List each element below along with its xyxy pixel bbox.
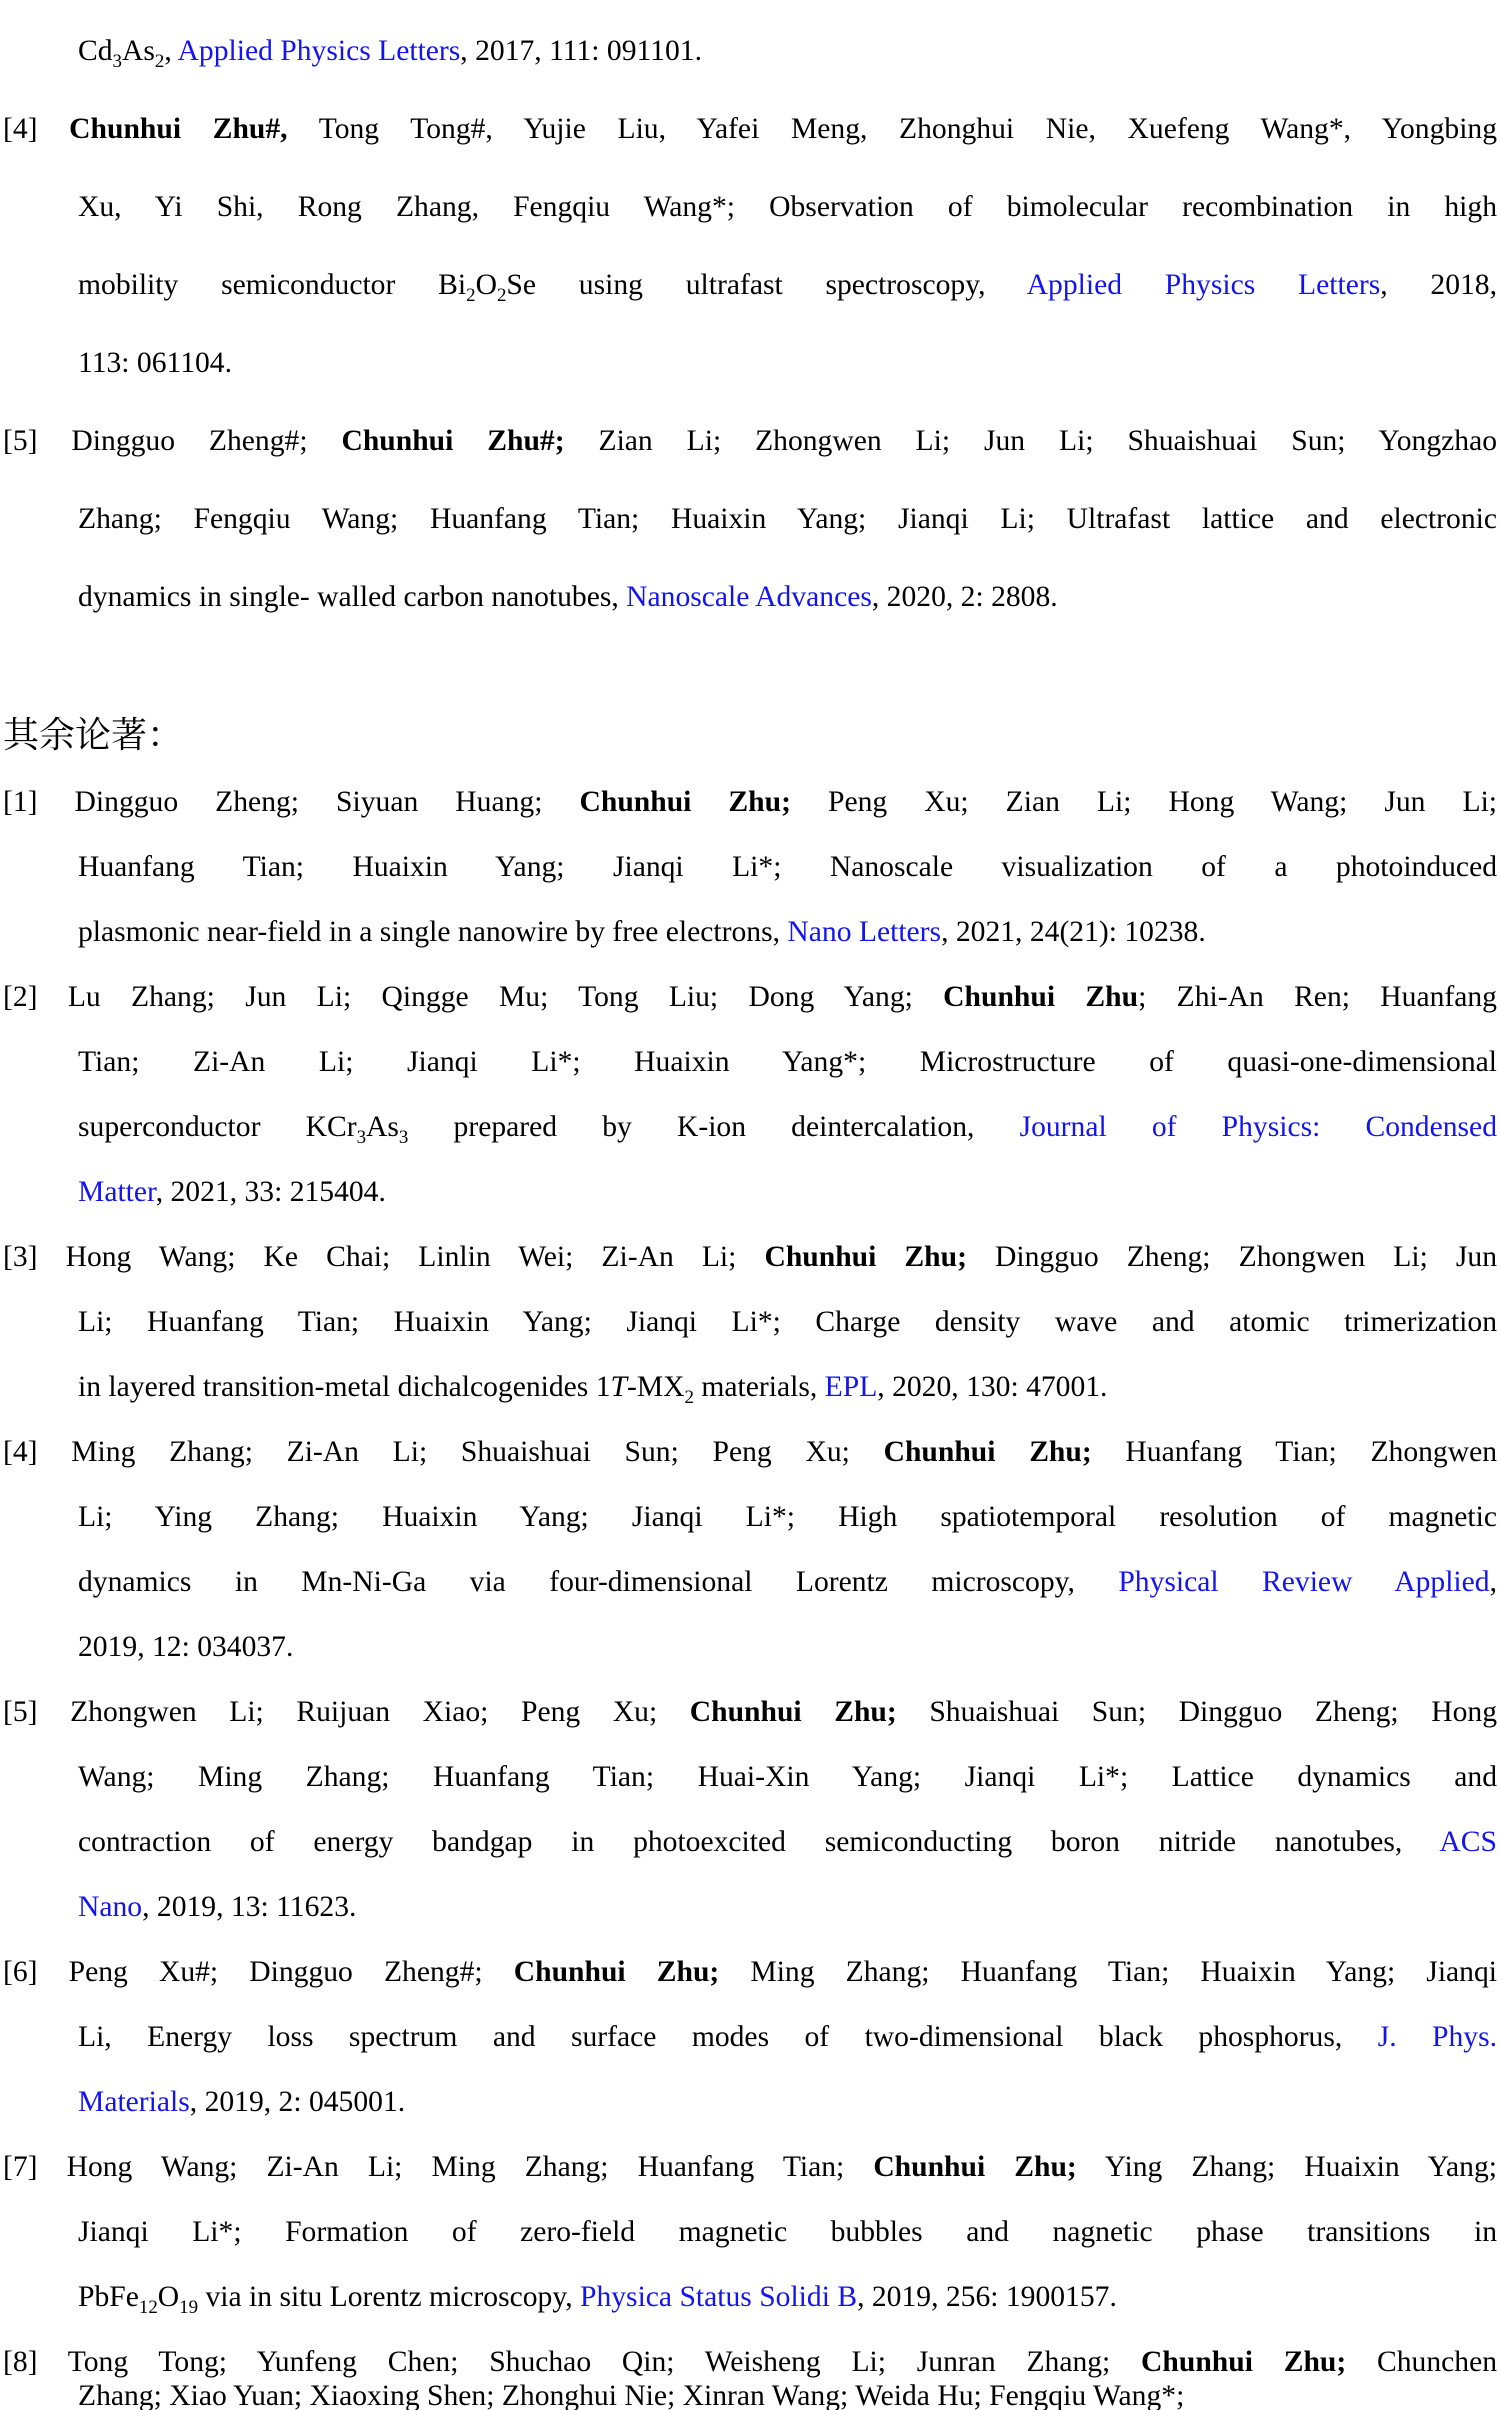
text-segment: [3] Hong Wang; Ke Chai; Linlin Wei; Zi-An Li; bbox=[3, 1241, 765, 1273]
reference-line bbox=[0, 324, 1500, 402]
reference-item bbox=[0, 1940, 1500, 2135]
journal-link[interactable]: Nanoscale Advances bbox=[626, 581, 872, 613]
author-highlight: Chunhui Zhu#; bbox=[341, 425, 565, 457]
reference-line bbox=[0, 1095, 1500, 1160]
reference-line bbox=[0, 1030, 1500, 1095]
subscript-text: 3 bbox=[398, 1126, 409, 1148]
text-segment: , bbox=[164, 35, 178, 67]
subscript-text: 19 bbox=[179, 2296, 199, 2318]
text-segment: Xu, Yi Shi, Rong Zhang, Fengqiu Wang*; Observation of bimolecular recombination in high bbox=[78, 191, 1497, 223]
subscript-text: 3 bbox=[112, 50, 123, 72]
reference-line bbox=[0, 1615, 1500, 1680]
text-segment: prepared by K-ion deintercalation, bbox=[408, 1111, 1020, 1143]
publication-section-other bbox=[0, 700, 1500, 2410]
text-segment: , 2017, 111: 091101. bbox=[460, 35, 702, 67]
text-segment: 113: 061104. bbox=[78, 347, 232, 379]
italic-text: T bbox=[610, 1371, 627, 1403]
text-segment: , 2021, 24(21): 10238. bbox=[941, 916, 1206, 948]
journal-link[interactable]: Physica Status Solidi B bbox=[580, 2281, 858, 2313]
journal-link[interactable]: ACS bbox=[1439, 1826, 1497, 1858]
text-segment: [8] Tong Tong; Yunfeng Chen; Shuchao Qin; Weisheng Li; Junran Zhang; bbox=[3, 2346, 1142, 2378]
reference-line bbox=[0, 558, 1500, 636]
journal-link[interactable]: Journal of Physics: Condensed bbox=[1019, 1111, 1497, 1143]
text-segment: Chunchen bbox=[1346, 2346, 1498, 2378]
author-highlight: Chunhui Zhu; bbox=[873, 2151, 1077, 2183]
reference-line bbox=[0, 12, 1500, 90]
text-segment: 2019, 12: 034037. bbox=[78, 1631, 294, 1663]
text-segment: Se using ultrafast spectroscopy, bbox=[506, 269, 1027, 301]
reference-line bbox=[0, 1875, 1500, 1940]
text-segment: Zian Li; Zhongwen Li; Jun Li; Shuaishuai Sun; Yongzhao bbox=[564, 425, 1498, 457]
journal-link[interactable]: Applied Physics Letters bbox=[1026, 269, 1381, 301]
reference-item bbox=[0, 402, 1500, 636]
subscript-text: 2 bbox=[466, 284, 476, 306]
reference-line bbox=[0, 1160, 1500, 1225]
text-segment: dynamics in single- walled carbon nanotubes, bbox=[78, 581, 627, 613]
text-segment: [5] Dingguo Zheng#; bbox=[3, 425, 342, 457]
text-segment: plasmonic near-field in a single nanowire by free electrons, bbox=[78, 916, 788, 948]
text-segment: -MX bbox=[626, 1371, 685, 1403]
reference-line bbox=[0, 168, 1500, 246]
text-segment: , 2019, 13: 11623. bbox=[142, 1891, 357, 1923]
subscript-text: 3 bbox=[356, 1126, 367, 1148]
text-segment: dynamics in Mn-Ni-Ga via four-dimensional Lorentz microscopy, bbox=[78, 1566, 1119, 1598]
text-segment: O bbox=[157, 2281, 180, 2313]
author-highlight: Chunhui Zhu#, bbox=[69, 113, 288, 145]
reference-line bbox=[0, 1420, 1500, 1485]
text-segment: , 2019, 2: 045001. bbox=[189, 2086, 406, 2118]
author-highlight: Chunhui Zhu; bbox=[1141, 2346, 1347, 2378]
subscript-text: 2 bbox=[496, 284, 507, 306]
reference-line bbox=[0, 900, 1500, 965]
publication-section-primary bbox=[0, 12, 1500, 636]
journal-link[interactable]: Applied Physics Letters bbox=[177, 35, 461, 67]
journal-link[interactable]: Nano bbox=[78, 1891, 143, 1923]
text-segment: , 2019, 256: 1900157. bbox=[857, 2281, 1117, 2313]
reference-line bbox=[0, 1940, 1500, 2005]
reference-line bbox=[0, 835, 1500, 900]
text-segment: Shuaishuai Sun; Dingguo Zheng; Hong bbox=[896, 1696, 1498, 1728]
text-segment: PbFe bbox=[78, 2281, 139, 2313]
text-segment: [2] Lu Zhang; Jun Li; Qingge Mu; Tong Liu; Dong Yang; bbox=[3, 981, 944, 1013]
text-segment: Dingguo Zheng; Zhongwen Li; Jun bbox=[966, 1241, 1497, 1273]
reference-line bbox=[0, 480, 1500, 558]
reference-item bbox=[0, 965, 1500, 1225]
subscript-text: 2 bbox=[684, 1386, 694, 1408]
journal-link[interactable]: Nano Letters bbox=[787, 916, 942, 948]
reference-line bbox=[0, 2070, 1500, 2135]
reference-item bbox=[0, 90, 1500, 402]
text-segment: mobility semiconductor Bi bbox=[78, 269, 467, 301]
text-segment: Tian; Zi-An Li; Jianqi Li*; Huaixin Yang*; Microstructure of quasi-one-dimensional bbox=[78, 1046, 1497, 1078]
reference-item bbox=[0, 1680, 1500, 1940]
text-segment: Li, Energy loss spectrum and surface modes of two-dimensional black phosphorus, bbox=[78, 2021, 1378, 2053]
reference-line bbox=[0, 770, 1500, 835]
reference-line bbox=[0, 965, 1500, 1030]
text-segment: Li; Ying Zhang; Huaixin Yang; Jianqi Li*; High spatiotemporal resolution of magnetic bbox=[78, 1501, 1497, 1533]
reference-line bbox=[0, 1225, 1500, 1290]
text-segment: superconductor KCr bbox=[78, 1111, 357, 1143]
reference-line bbox=[0, 2200, 1500, 2265]
section-heading: 其余论著： bbox=[3, 715, 184, 755]
text-segment: [1] Dingguo Zheng; Siyuan Huang; bbox=[3, 786, 580, 818]
author-highlight: Chunhui Zhu bbox=[943, 981, 1139, 1013]
reference-item bbox=[0, 1420, 1500, 1680]
text-segment: Wang; Ming Zhang; Huanfang Tian; Huai-Xin Yang; Jianqi Li*; Lattice dynamics and bbox=[78, 1761, 1497, 1793]
text-segment: materials, bbox=[693, 1371, 825, 1403]
text-segment: , 2020, 130: 47001. bbox=[877, 1371, 1108, 1403]
text-segment: , 2020, 2: 2808. bbox=[871, 581, 1058, 613]
text-segment: via in situ Lorentz microscopy, bbox=[198, 2281, 580, 2313]
journal-link[interactable]: EPL bbox=[824, 1371, 878, 1403]
reference-line bbox=[0, 402, 1500, 480]
reference-line bbox=[0, 1290, 1500, 1355]
text-segment: in layered transition-metal dichalcogenides 1 bbox=[78, 1371, 611, 1403]
text-segment: Peng Xu; Zian Li; Hong Wang; Jun Li; bbox=[790, 786, 1498, 818]
journal-link[interactable]: Physical Review Applied bbox=[1118, 1566, 1490, 1598]
reference-item bbox=[0, 770, 1500, 965]
journal-link[interactable]: Materials bbox=[78, 2086, 190, 2118]
text-segment: [5] Zhongwen Li; Ruijuan Xiao; Peng Xu; bbox=[3, 1696, 690, 1728]
text-segment: Tong Tong#, Yujie Liu, Yafei Meng, Zhonghui Nie, Xuefeng Wang*, Yongbing bbox=[287, 113, 1498, 145]
reference-line bbox=[0, 2005, 1500, 2070]
text-segment: O bbox=[475, 269, 497, 301]
text-segment: Zhang; Xiao Yuan; Xiaoxing Shen; Zhonghui Nie; Xinran Wang; Weida Hu; Fengqiu Wang*; bbox=[78, 2380, 1185, 2410]
text-segment: As bbox=[122, 35, 155, 67]
reference-line bbox=[0, 1485, 1500, 1550]
subscript-text: 12 bbox=[138, 2296, 158, 2318]
reference-item bbox=[0, 12, 1500, 90]
text-segment: , 2018, bbox=[1380, 269, 1498, 301]
reference-line bbox=[0, 1355, 1500, 1420]
text-segment: contraction of energy bandgap in photoexcited semiconducting boron nitride nanotubes, bbox=[78, 1826, 1440, 1858]
text-segment: [4] Ming Zhang; Zi-An Li; Shuaishuai Sun; Peng Xu; bbox=[3, 1436, 884, 1468]
reference-line bbox=[0, 246, 1500, 324]
text-segment: As bbox=[366, 1111, 399, 1143]
text-segment: , 2021, 33: 215404. bbox=[155, 1176, 386, 1208]
text-segment: ; Zhi-An Ren; Huanfang bbox=[1138, 981, 1497, 1013]
reference-item bbox=[0, 1225, 1500, 1420]
author-highlight: Chunhui Zhu; bbox=[883, 1436, 1092, 1468]
author-highlight: Chunhui Zhu; bbox=[579, 786, 791, 818]
reference-line bbox=[0, 2265, 1500, 2330]
text-segment: Li; Huanfang Tian; Huaixin Yang; Jianqi Li*; Charge density wave and atomic trimerization bbox=[78, 1306, 1497, 1338]
author-highlight: Chunhui Zhu; bbox=[689, 1696, 897, 1728]
reference-item bbox=[0, 2135, 1500, 2330]
journal-link[interactable]: Matter bbox=[78, 1176, 156, 1208]
reference-line bbox=[0, 1745, 1500, 1810]
text-segment: Cd bbox=[78, 35, 113, 67]
reference-line bbox=[0, 2135, 1500, 2200]
reference-line bbox=[0, 1680, 1500, 1745]
reference-line bbox=[0, 1810, 1500, 1875]
author-highlight: Chunhui Zhu; bbox=[513, 1956, 720, 1988]
text-segment: [6] Peng Xu#; Dingguo Zheng#; bbox=[3, 1956, 514, 1988]
text-segment: Ying Zhang; Huaixin Yang; bbox=[1076, 2151, 1497, 2183]
text-segment: , bbox=[1489, 1566, 1497, 1598]
text-segment: Huanfang Tian; Zhongwen bbox=[1091, 1436, 1498, 1468]
reference-line bbox=[0, 90, 1500, 168]
text-segment: Ming Zhang; Huanfang Tian; Huaixin Yang; Jianqi bbox=[719, 1956, 1497, 1988]
text-segment: [7] Hong Wang; Zi-An Li; Ming Zhang; Huanfang Tian; bbox=[3, 2151, 874, 2183]
text-segment: Zhang; Fengqiu Wang; Huanfang Tian; Huaixin Yang; Jianqi Li; Ultrafast lattice and electronic bbox=[78, 503, 1497, 535]
reference-item bbox=[0, 2330, 1500, 2410]
journal-link[interactable]: J. Phys. bbox=[1377, 2021, 1498, 2053]
author-highlight: Chunhui Zhu; bbox=[764, 1241, 967, 1273]
subscript-text: 2 bbox=[154, 50, 165, 72]
text-segment: Huanfang Tian; Huaixin Yang; Jianqi Li*; Nanoscale visualization of a photoinduced bbox=[78, 851, 1497, 883]
text-segment: [4] bbox=[3, 113, 70, 145]
text-segment: Jianqi Li*; Formation of zero-field magnetic bubbles and nagnetic phase transitions in bbox=[78, 2216, 1497, 2248]
reference-line bbox=[0, 1550, 1500, 1615]
